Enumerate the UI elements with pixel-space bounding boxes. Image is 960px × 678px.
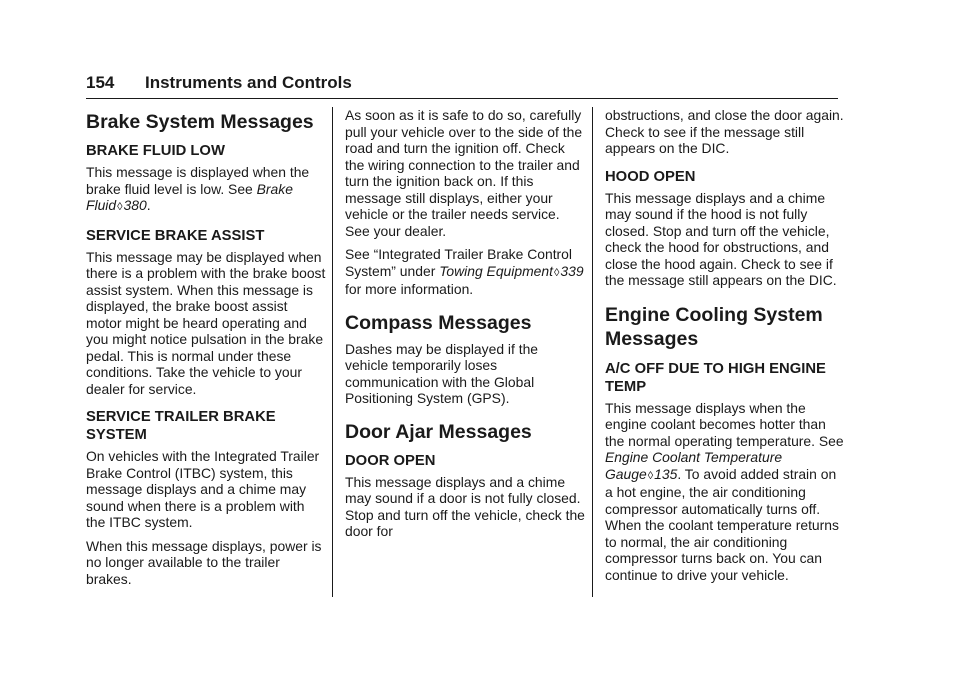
- engine-cooling-heading: Engine Cooling System Messages: [605, 303, 823, 350]
- towing-page[interactable]: 339: [560, 262, 584, 279]
- coolant-gauge-page[interactable]: 135: [654, 465, 678, 482]
- ac-off-text: This message displays when the engine coolant becomes hotter than the normal operating temperature. See Engine Coolant Temperature Gauge◊135. To avoid added strain on a hot engine, the air conditioning compressor automatically turns off. When the coolant temperature returns to normal, the air conditioning compressor turns back on. You can continue to drive your vehicle.: [605, 399, 844, 583]
- column-divider: [332, 107, 333, 597]
- header-rule: [86, 98, 838, 99]
- brake-fluid-link[interactable]: Brake Fluid: [86, 180, 293, 213]
- column-2: [345, 107, 585, 540]
- door-ajar-heading: Door Ajar Messages: [345, 420, 532, 443]
- service-trailer-brake-title: SERVICE TRAILER BRAKE SYSTEM: [86, 409, 276, 443]
- door-open-title: DOOR OPEN: [345, 452, 436, 469]
- brake-fluid-page[interactable]: 380: [123, 197, 147, 213]
- brake-fluid-low-text: This message is displayed when the brake fluid level is low. See Brake Fluid◊380.: [86, 164, 310, 213]
- trailer-brake-continued-text: As soon as it is safe to do so, carefully pull your vehicle over to the side of the road and turn the ignition off. Check the wiring connection to the trailer and turn the ignition back on. If this message still displays, either your vehicle or the trailer needs service. See your dealer.: [345, 107, 583, 239]
- ac-off-title: A/C OFF DUE TO HIGH ENGINE TEMP: [605, 360, 826, 395]
- compass-text: Dashes may be displayed if the vehicle temporarily loses communication with the Global Positioning System (GPS).: [345, 340, 539, 406]
- column-3: [605, 107, 845, 583]
- page-number: 154: [86, 73, 115, 92]
- column-divider: [592, 107, 593, 597]
- page-ref-icon: ◊: [117, 201, 123, 213]
- service-brake-assist-text: This message may be displayed when there is a problem with the brake boost assist system. When this message is displayed, the brake boost assist motor might be heard operating and you might notice pulsation in the brake pedal. This is normal under these conditions. Take the vehicle to your dealer for service.: [86, 248, 326, 397]
- hood-open-text: This message displays and a chime may sound if the hood is not fully closed. Stop and turn off the vehicle, check the hood for obstructions, and close the hood again. Check to see if the message still appears on the DIC.: [605, 189, 837, 288]
- page-header: [86, 73, 838, 99]
- brake-system-heading: Brake System Messages: [86, 111, 314, 133]
- section-title: Instruments and Controls: [145, 73, 352, 92]
- service-trailer-brake-text-2: When this message displays, power is no longer available to the trailer brakes.: [86, 537, 322, 587]
- compass-heading: Compass Messages: [345, 311, 532, 334]
- door-open-text: This message displays and a chime may sound if a door is not fully closed. Stop and turn off the vehicle, check the door for: [345, 473, 585, 539]
- brake-fluid-low-title: BRAKE FLUID LOW: [86, 143, 225, 159]
- coolant-gauge-link[interactable]: Engine Coolant Temperature Gauge: [605, 449, 783, 482]
- page-ref-icon: ◊: [647, 469, 654, 482]
- service-trailer-brake-text: On vehicles with the Integrated Trailer Brake Control (ITBC) system, this message displays and a chime may sound when there is a problem with the ITBC system.: [86, 448, 320, 530]
- page-ref-icon: ◊: [553, 266, 560, 279]
- towing-equipment-link[interactable]: Towing Equipment: [439, 262, 553, 279]
- column-1: [86, 107, 326, 587]
- door-open-continued-text: obstructions, and close the door again. Check to see if the message still appears on the DIC.: [605, 107, 844, 156]
- towing-reference-text: See “Integrated Trailer Brake Control System” under Towing Equipment◊339 for more information.: [345, 246, 584, 297]
- hood-open-title: HOOD OPEN: [605, 168, 696, 185]
- service-brake-assist-title: SERVICE BRAKE ASSIST: [86, 227, 265, 244]
